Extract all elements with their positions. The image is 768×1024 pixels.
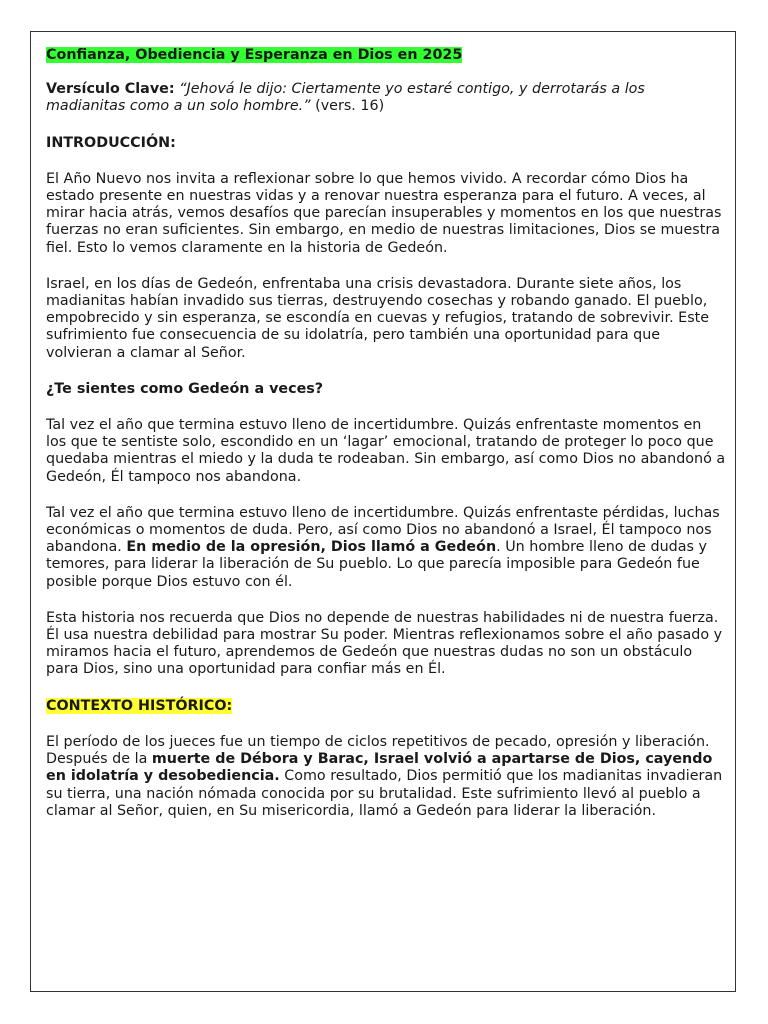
context-text-b: Como resultado, Dios permitió que los madianitas invadieran su tierra, una nación nómada conocida por su brutalidad. Este sufrimiento llevó al pueblo a clamar al Señor, quien, en Su misericordia, llamó a Gedeón para liderar la liberación. — [46, 768, 723, 819]
key-verse-label: Versículo Clave: — [46, 81, 175, 98]
intro-heading: INTRODUCCIÓN: — [46, 134, 176, 151]
context-text-a: El período de los jueces fue un tiempo de ciclos repetitivos de pecado, opresión y liberación. Después de la — [46, 733, 710, 768]
context-bold: muerte de Débora y Barac, Israel volvió a apartarse de Dios, cayendo en idolatría y desobediencia. — [46, 751, 713, 785]
intro-paragraph-1: El Año Nuevo nos invita a reflexionar sobre lo que hemos vivido. A recordar cómo Dios ha estado presente en nuestras vidas y a renovar nuestra esperanza para el futuro. A veces, al mirar hacia atrás, vemos desafíos que parecían insuperables y momentos en los que nuestras fuerzas no eran suficientes. Sin embargo, en medio de nuestras limitaciones, Dios se muestra fiel. Esto lo vemos claramente en la historia de Gedeón. — [46, 170, 722, 256]
section2-paragraph-2 — [46, 505, 726, 591]
document-title — [46, 47, 726, 64]
section2-paragraph-1: Tal vez el año que termina estuvo lleno de incertidumbre. Quizás enfrentaste momentos en los que te sentiste solo, escondido en un ‘lagar’ emocional, tratando de proteger lo poco que quedaba mientras el miedo y la duda te rodeaban. Sin embargo, así como Dios no abandonó a Gedeón, Él tampoco nos abandona. — [46, 417, 726, 485]
title-highlight: Confianza, Obediencia y Esperanza en Dios en 2025 — [46, 47, 463, 63]
document-page — [30, 31, 736, 992]
key-verse-quote: “Jehová le dijo: Ciertamente yo estaré contigo, y derrotarás a los madianitas como a un solo hombre.” — [46, 81, 645, 115]
intro-paragraph-2: Israel, en los días de Gedeón, enfrentaba una crisis devastadora. Durante siete años, los madianitas habían invadido sus tierras, destruyendo cosechas y robando ganado. El pueblo, empobrecido y sin esperanza, se escondía en cuevas y refugios, tratando de sobrevivir. Este sufrimiento fue consecuencia de su idolatría, pero también una oportunidad para que volvieran a clamar al Señor. — [46, 275, 710, 361]
key-verse-ref: (vers. 16) — [310, 98, 385, 115]
key-verse — [46, 81, 726, 115]
context-paragraph — [46, 734, 726, 820]
section2-p2-text-b: . Un hombre lleno de dudas y temores, para liderar la liberación de Su pueblo. Lo que parecía imposible para Gedeón fue posible porque Dios estuvo con él. — [46, 539, 707, 590]
section2-p2-text-a: Tal vez el año que termina estuvo lleno de incertidumbre. Quizás enfrentaste pérdidas, luchas económicas o momentos de duda. Pero, así como Dios no abandonó a Israel, Él tampoco nos abandona. — [46, 504, 720, 556]
context-heading-highlight: CONTEXTO HISTÓRICO: — [46, 697, 233, 714]
section2-paragraph-3: Esta historia nos recuerda que Dios no depende de nuestras habilidades ni de nuestra fuerza. Él usa nuestra debilidad para mostrar Su poder. Mientras reflexionamos sobre el año pasado y miramos hacia el futuro, aprendemos de Gedeón que nuestras dudas no son un obstáculo para Dios, sino una oportunidad para confiar más en Él. — [46, 609, 723, 678]
context-heading — [46, 698, 726, 715]
section2-p2-bold: En medio de la opresión, Dios llamó a Gedeón — [126, 539, 497, 556]
section2-heading: ¿Te sientes como Gedeón a veces? — [46, 380, 324, 397]
document-content — [46, 47, 726, 820]
